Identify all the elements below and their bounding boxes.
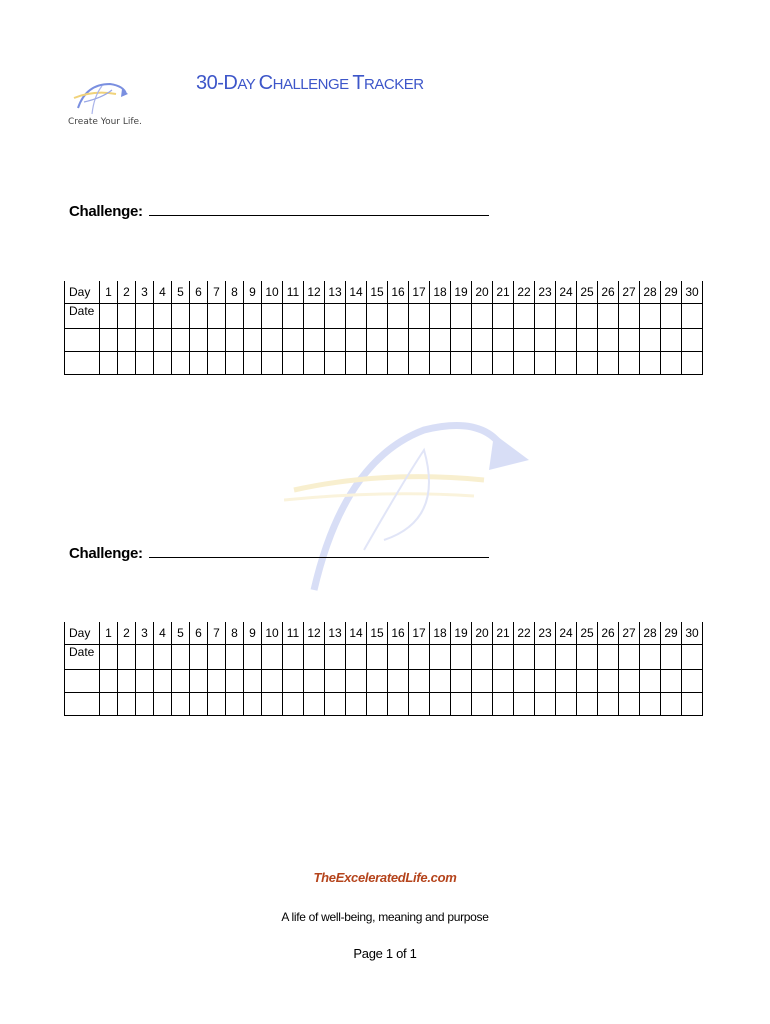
tracker-cell[interactable]	[661, 670, 682, 693]
row-label-cell[interactable]	[65, 352, 100, 375]
tracker-cell[interactable]	[190, 329, 208, 352]
tracker-cell[interactable]	[208, 670, 226, 693]
tracker-cell[interactable]	[262, 645, 283, 670]
day-number: 24	[556, 281, 577, 304]
tracker-cell[interactable]	[304, 645, 325, 670]
tracker-cell[interactable]	[367, 352, 388, 375]
tracker-cell[interactable]	[514, 670, 535, 693]
tracker-cell[interactable]	[535, 670, 556, 693]
tracker-cell[interactable]	[451, 329, 472, 352]
tracker-cell[interactable]	[244, 645, 262, 670]
tracker-cell[interactable]	[100, 352, 118, 375]
day-number: 29	[661, 281, 682, 304]
tracker-cell[interactable]	[190, 352, 208, 375]
tracker-table-1	[64, 281, 703, 375]
tracker-cell[interactable]	[262, 670, 283, 693]
tracker-cell[interactable]	[577, 693, 598, 716]
tracker-cell[interactable]	[493, 670, 514, 693]
tracker-cell[interactable]	[346, 670, 367, 693]
tracker-cell[interactable]	[535, 304, 556, 329]
tracker-cell[interactable]	[304, 329, 325, 352]
tracker-cell[interactable]	[451, 693, 472, 716]
tracker-cell[interactable]	[118, 304, 136, 329]
tracker-cell[interactable]	[640, 645, 661, 670]
tracker-cell[interactable]	[556, 352, 577, 375]
day-number: 24	[556, 622, 577, 645]
tracker-cell[interactable]	[100, 329, 118, 352]
day-number: 17	[409, 622, 430, 645]
tracker-cell[interactable]	[493, 645, 514, 670]
date-row	[65, 645, 703, 670]
tracker-cell[interactable]	[493, 693, 514, 716]
challenge-label: Challenge:	[69, 203, 143, 220]
tracker-cell[interactable]	[244, 304, 262, 329]
challenge-line-2[interactable]	[69, 545, 489, 562]
tracker-cell[interactable]	[493, 329, 514, 352]
tracker-cell[interactable]	[682, 352, 703, 375]
tracker-cell[interactable]	[472, 670, 493, 693]
tracker-cell[interactable]	[451, 645, 472, 670]
tracker-cell[interactable]	[514, 329, 535, 352]
challenge-blank[interactable]	[149, 204, 489, 216]
tracker-cell[interactable]	[118, 352, 136, 375]
tracker-cell[interactable]	[154, 645, 172, 670]
tracker-cell[interactable]	[661, 693, 682, 716]
tracker-cell[interactable]	[325, 670, 346, 693]
day-number: 19	[451, 281, 472, 304]
tracker-cell[interactable]	[136, 693, 154, 716]
tracker-cell[interactable]	[430, 329, 451, 352]
tracker-cell[interactable]	[226, 304, 244, 329]
tracker-cell[interactable]	[493, 304, 514, 329]
day-number: 23	[535, 281, 556, 304]
tracker-cell[interactable]	[136, 329, 154, 352]
day-number: 23	[535, 622, 556, 645]
day-number: 12	[304, 622, 325, 645]
day-number: 18	[430, 622, 451, 645]
tracker-cell[interactable]	[118, 693, 136, 716]
tracker-cell[interactable]	[244, 352, 262, 375]
tracker-cell[interactable]	[325, 645, 346, 670]
tracker-cell[interactable]	[451, 304, 472, 329]
tracker-cell[interactable]	[136, 304, 154, 329]
tracker-cell[interactable]	[262, 352, 283, 375]
tracker-cell[interactable]	[262, 693, 283, 716]
tracker-cell[interactable]	[682, 670, 703, 693]
tracker-cell[interactable]	[346, 304, 367, 329]
tracker-cell[interactable]	[388, 693, 409, 716]
day-number: 1	[100, 622, 118, 645]
tracker-cell[interactable]	[619, 645, 640, 670]
tracker-cell[interactable]	[556, 304, 577, 329]
tracker-cell[interactable]	[346, 693, 367, 716]
tracker-cell[interactable]	[172, 670, 190, 693]
day-number: 29	[661, 622, 682, 645]
tracker-cell[interactable]	[451, 352, 472, 375]
tracker-cell[interactable]	[172, 352, 190, 375]
tracker-cell[interactable]	[190, 304, 208, 329]
tracker-cell[interactable]	[208, 352, 226, 375]
tracker-cell[interactable]	[661, 645, 682, 670]
day-number: 22	[514, 281, 535, 304]
day-number: 12	[304, 281, 325, 304]
tracker-cell[interactable]	[535, 693, 556, 716]
tracker-cell[interactable]	[367, 329, 388, 352]
tracker-cell[interactable]	[577, 352, 598, 375]
tracker-cell[interactable]	[514, 304, 535, 329]
tracker-cell[interactable]	[598, 670, 619, 693]
tracker-cell[interactable]	[208, 329, 226, 352]
tracker-cell[interactable]	[367, 670, 388, 693]
tracker-cell[interactable]	[136, 670, 154, 693]
day-number: 4	[154, 281, 172, 304]
tracker-cell[interactable]	[100, 693, 118, 716]
tracker-cell[interactable]	[325, 329, 346, 352]
tracker-cell[interactable]	[682, 329, 703, 352]
day-number: 15	[367, 281, 388, 304]
tracker-cell[interactable]	[430, 304, 451, 329]
tracker-cell[interactable]	[208, 304, 226, 329]
tracker-cell[interactable]	[514, 693, 535, 716]
tracker-cell[interactable]	[226, 693, 244, 716]
tracker-cell[interactable]	[514, 645, 535, 670]
tracker-cell[interactable]	[154, 693, 172, 716]
tracker-cell[interactable]	[154, 304, 172, 329]
tracker-cell[interactable]	[244, 329, 262, 352]
day-number: 19	[451, 622, 472, 645]
tracker-cell[interactable]	[430, 352, 451, 375]
tracker-cell[interactable]	[640, 352, 661, 375]
tracker-cell[interactable]	[346, 352, 367, 375]
tracker-cell[interactable]	[682, 645, 703, 670]
day-number: 20	[472, 622, 493, 645]
day-number: 5	[172, 622, 190, 645]
tracker-cell[interactable]	[535, 352, 556, 375]
day-number: 10	[262, 622, 283, 645]
day-number: 21	[493, 281, 514, 304]
tracker-cell[interactable]	[190, 645, 208, 670]
tracker-cell[interactable]	[619, 693, 640, 716]
tracker-cell[interactable]	[325, 352, 346, 375]
tracker-cell[interactable]	[514, 352, 535, 375]
tracker-cell[interactable]	[640, 329, 661, 352]
day-number: 9	[244, 281, 262, 304]
tracker-cell[interactable]	[430, 693, 451, 716]
page-number: Page 1 of 1	[353, 946, 417, 961]
tracker-cell[interactable]	[451, 670, 472, 693]
day-number: 5	[172, 281, 190, 304]
tracker-cell[interactable]	[682, 304, 703, 329]
watermark-swoosh-icon	[284, 420, 534, 600]
tracker-cell[interactable]	[598, 645, 619, 670]
tracker-cell[interactable]	[172, 304, 190, 329]
tracker-cell[interactable]	[136, 645, 154, 670]
challenge-label: Challenge:	[69, 545, 143, 562]
tracker-cell[interactable]	[118, 670, 136, 693]
tracker-cell[interactable]	[619, 670, 640, 693]
day-number: 18	[430, 281, 451, 304]
tracker-cell[interactable]	[283, 670, 304, 693]
day-number: 20	[472, 281, 493, 304]
tracker-cell[interactable]	[172, 693, 190, 716]
day-number: 11	[283, 622, 304, 645]
day-number: 28	[640, 281, 661, 304]
row-label-cell[interactable]	[65, 329, 100, 352]
day-number: 7	[208, 281, 226, 304]
tracker-cell[interactable]	[598, 304, 619, 329]
tracker-cell[interactable]	[262, 304, 283, 329]
day-number: 16	[388, 622, 409, 645]
tracker-cell[interactable]	[283, 352, 304, 375]
tracker-cell[interactable]	[262, 329, 283, 352]
tracker-cell[interactable]	[325, 693, 346, 716]
tracker-cell[interactable]	[100, 670, 118, 693]
tracker-cell[interactable]	[556, 329, 577, 352]
tracker-cell[interactable]	[493, 352, 514, 375]
day-number: 27	[619, 281, 640, 304]
tracker-cell[interactable]	[388, 352, 409, 375]
tracker-cell[interactable]	[535, 645, 556, 670]
tracker-cell[interactable]	[640, 670, 661, 693]
row-label-cell[interactable]	[65, 693, 100, 716]
tracker-cell[interactable]	[661, 304, 682, 329]
day-number: 1	[100, 281, 118, 304]
tracker-cell[interactable]	[118, 645, 136, 670]
logo-caption: Create Your Life.	[68, 117, 142, 127]
tracker-cell[interactable]	[388, 645, 409, 670]
tracker-cell[interactable]	[154, 670, 172, 693]
tracker-cell[interactable]	[619, 352, 640, 375]
day-row	[65, 281, 703, 304]
day-number: 9	[244, 622, 262, 645]
tracker-cell[interactable]	[367, 304, 388, 329]
tracker-cell[interactable]	[304, 304, 325, 329]
tracker-cell[interactable]	[325, 304, 346, 329]
tracker-cell[interactable]	[598, 352, 619, 375]
tracker-cell[interactable]	[472, 329, 493, 352]
tracker-cell[interactable]	[577, 670, 598, 693]
site-link[interactable]: TheExceleratedLife.com	[313, 870, 457, 885]
tracker-cell[interactable]	[226, 352, 244, 375]
tracker-cell[interactable]	[244, 693, 262, 716]
day-number: 17	[409, 281, 430, 304]
tracker-cell[interactable]	[283, 645, 304, 670]
tracker-cell[interactable]	[577, 645, 598, 670]
tracker-cell[interactable]	[190, 693, 208, 716]
day-number: 21	[493, 622, 514, 645]
day-number: 8	[226, 281, 244, 304]
tracker-cell[interactable]	[409, 670, 430, 693]
day-number: 13	[325, 281, 346, 304]
tracker-cell[interactable]	[118, 329, 136, 352]
tracker-cell[interactable]	[304, 670, 325, 693]
tracker-cell[interactable]	[556, 670, 577, 693]
day-number: 30	[682, 622, 703, 645]
tracker-cell[interactable]	[640, 693, 661, 716]
tracker-cell[interactable]	[409, 329, 430, 352]
day-number: 25	[577, 281, 598, 304]
logo	[64, 76, 144, 132]
tracker-cell[interactable]	[172, 645, 190, 670]
tracker-cell[interactable]	[244, 670, 262, 693]
tracker-cell[interactable]	[304, 693, 325, 716]
day-row	[65, 622, 703, 645]
day-number: 30	[682, 281, 703, 304]
tracker-cell[interactable]	[346, 645, 367, 670]
tracker-cell[interactable]	[619, 304, 640, 329]
tracker-cell[interactable]	[409, 645, 430, 670]
day-number: 2	[118, 622, 136, 645]
tracker-cell[interactable]	[598, 329, 619, 352]
tracker-cell[interactable]	[472, 693, 493, 716]
blank-row	[65, 670, 703, 693]
tracker-cell[interactable]	[190, 670, 208, 693]
tracker-cell[interactable]	[409, 693, 430, 716]
day-number: 28	[640, 622, 661, 645]
day-number: 4	[154, 622, 172, 645]
tracker-cell[interactable]	[388, 329, 409, 352]
day-number: 3	[136, 622, 154, 645]
challenge-line-1[interactable]	[69, 203, 489, 220]
tracker-cell[interactable]	[577, 304, 598, 329]
day-number: 6	[190, 622, 208, 645]
tracker-cell[interactable]	[577, 329, 598, 352]
tracker-cell[interactable]	[472, 304, 493, 329]
tracker-cell[interactable]	[100, 304, 118, 329]
day-number: 11	[283, 281, 304, 304]
day-number: 22	[514, 622, 535, 645]
tracker-cell[interactable]	[472, 352, 493, 375]
day-number: 25	[577, 622, 598, 645]
tracker-cell[interactable]	[388, 670, 409, 693]
tracker-cell[interactable]	[661, 352, 682, 375]
date-row	[65, 304, 703, 329]
tracker-cell[interactable]	[367, 645, 388, 670]
date-label[interactable]: Date	[65, 304, 100, 329]
blank-row	[65, 352, 703, 375]
day-number: 14	[346, 622, 367, 645]
tracker-cell[interactable]	[283, 304, 304, 329]
tracker-cell[interactable]	[154, 329, 172, 352]
tracker-cell[interactable]	[283, 329, 304, 352]
tracker-cell[interactable]	[535, 329, 556, 352]
tracker-cell[interactable]	[640, 304, 661, 329]
tracker-cell[interactable]	[208, 693, 226, 716]
day-number: 26	[598, 622, 619, 645]
day-label: Day	[65, 622, 100, 645]
day-number: 13	[325, 622, 346, 645]
day-number: 6	[190, 281, 208, 304]
day-number: 3	[136, 281, 154, 304]
tracker-cell[interactable]	[172, 329, 190, 352]
tracker-cell[interactable]	[661, 329, 682, 352]
tracker-cell[interactable]	[367, 693, 388, 716]
tracker-cell[interactable]	[409, 304, 430, 329]
day-number: 14	[346, 281, 367, 304]
day-number: 7	[208, 622, 226, 645]
tracker-cell[interactable]	[598, 693, 619, 716]
tracker-cell[interactable]	[154, 352, 172, 375]
date-label[interactable]: Date	[65, 645, 100, 670]
tracker-cell[interactable]	[409, 352, 430, 375]
tracker-cell[interactable]	[283, 693, 304, 716]
tracker-cell[interactable]	[226, 645, 244, 670]
day-number: 10	[262, 281, 283, 304]
tracker-cell[interactable]	[556, 645, 577, 670]
page-title: 30-DAY CHALLENGE TRACKER	[196, 72, 424, 94]
tracker-cell[interactable]	[304, 352, 325, 375]
tracker-cell[interactable]	[556, 693, 577, 716]
tracker-cell[interactable]	[619, 329, 640, 352]
tracker-cell[interactable]	[100, 645, 118, 670]
tagline: A life of well-being, meaning and purpose	[281, 910, 489, 924]
day-number: 26	[598, 281, 619, 304]
blank-row	[65, 329, 703, 352]
day-label: Day	[65, 281, 100, 304]
row-label-cell[interactable]	[65, 670, 100, 693]
tracker-cell[interactable]	[682, 693, 703, 716]
tracker-cell[interactable]	[136, 352, 154, 375]
tracker-cell[interactable]	[226, 329, 244, 352]
tracker-cell[interactable]	[346, 329, 367, 352]
tracker-cell[interactable]	[430, 645, 451, 670]
tracker-cell[interactable]	[472, 645, 493, 670]
day-number: 15	[367, 622, 388, 645]
tracker-cell[interactable]	[430, 670, 451, 693]
tracker-cell[interactable]	[226, 670, 244, 693]
day-number: 2	[118, 281, 136, 304]
day-number: 8	[226, 622, 244, 645]
day-number: 16	[388, 281, 409, 304]
logo-swoosh-icon	[72, 76, 132, 118]
tracker-table-2	[64, 622, 703, 716]
challenge-blank[interactable]	[149, 546, 489, 558]
tracker-cell[interactable]	[388, 304, 409, 329]
blank-row	[65, 693, 703, 716]
tracker-cell[interactable]	[208, 645, 226, 670]
day-number: 27	[619, 622, 640, 645]
